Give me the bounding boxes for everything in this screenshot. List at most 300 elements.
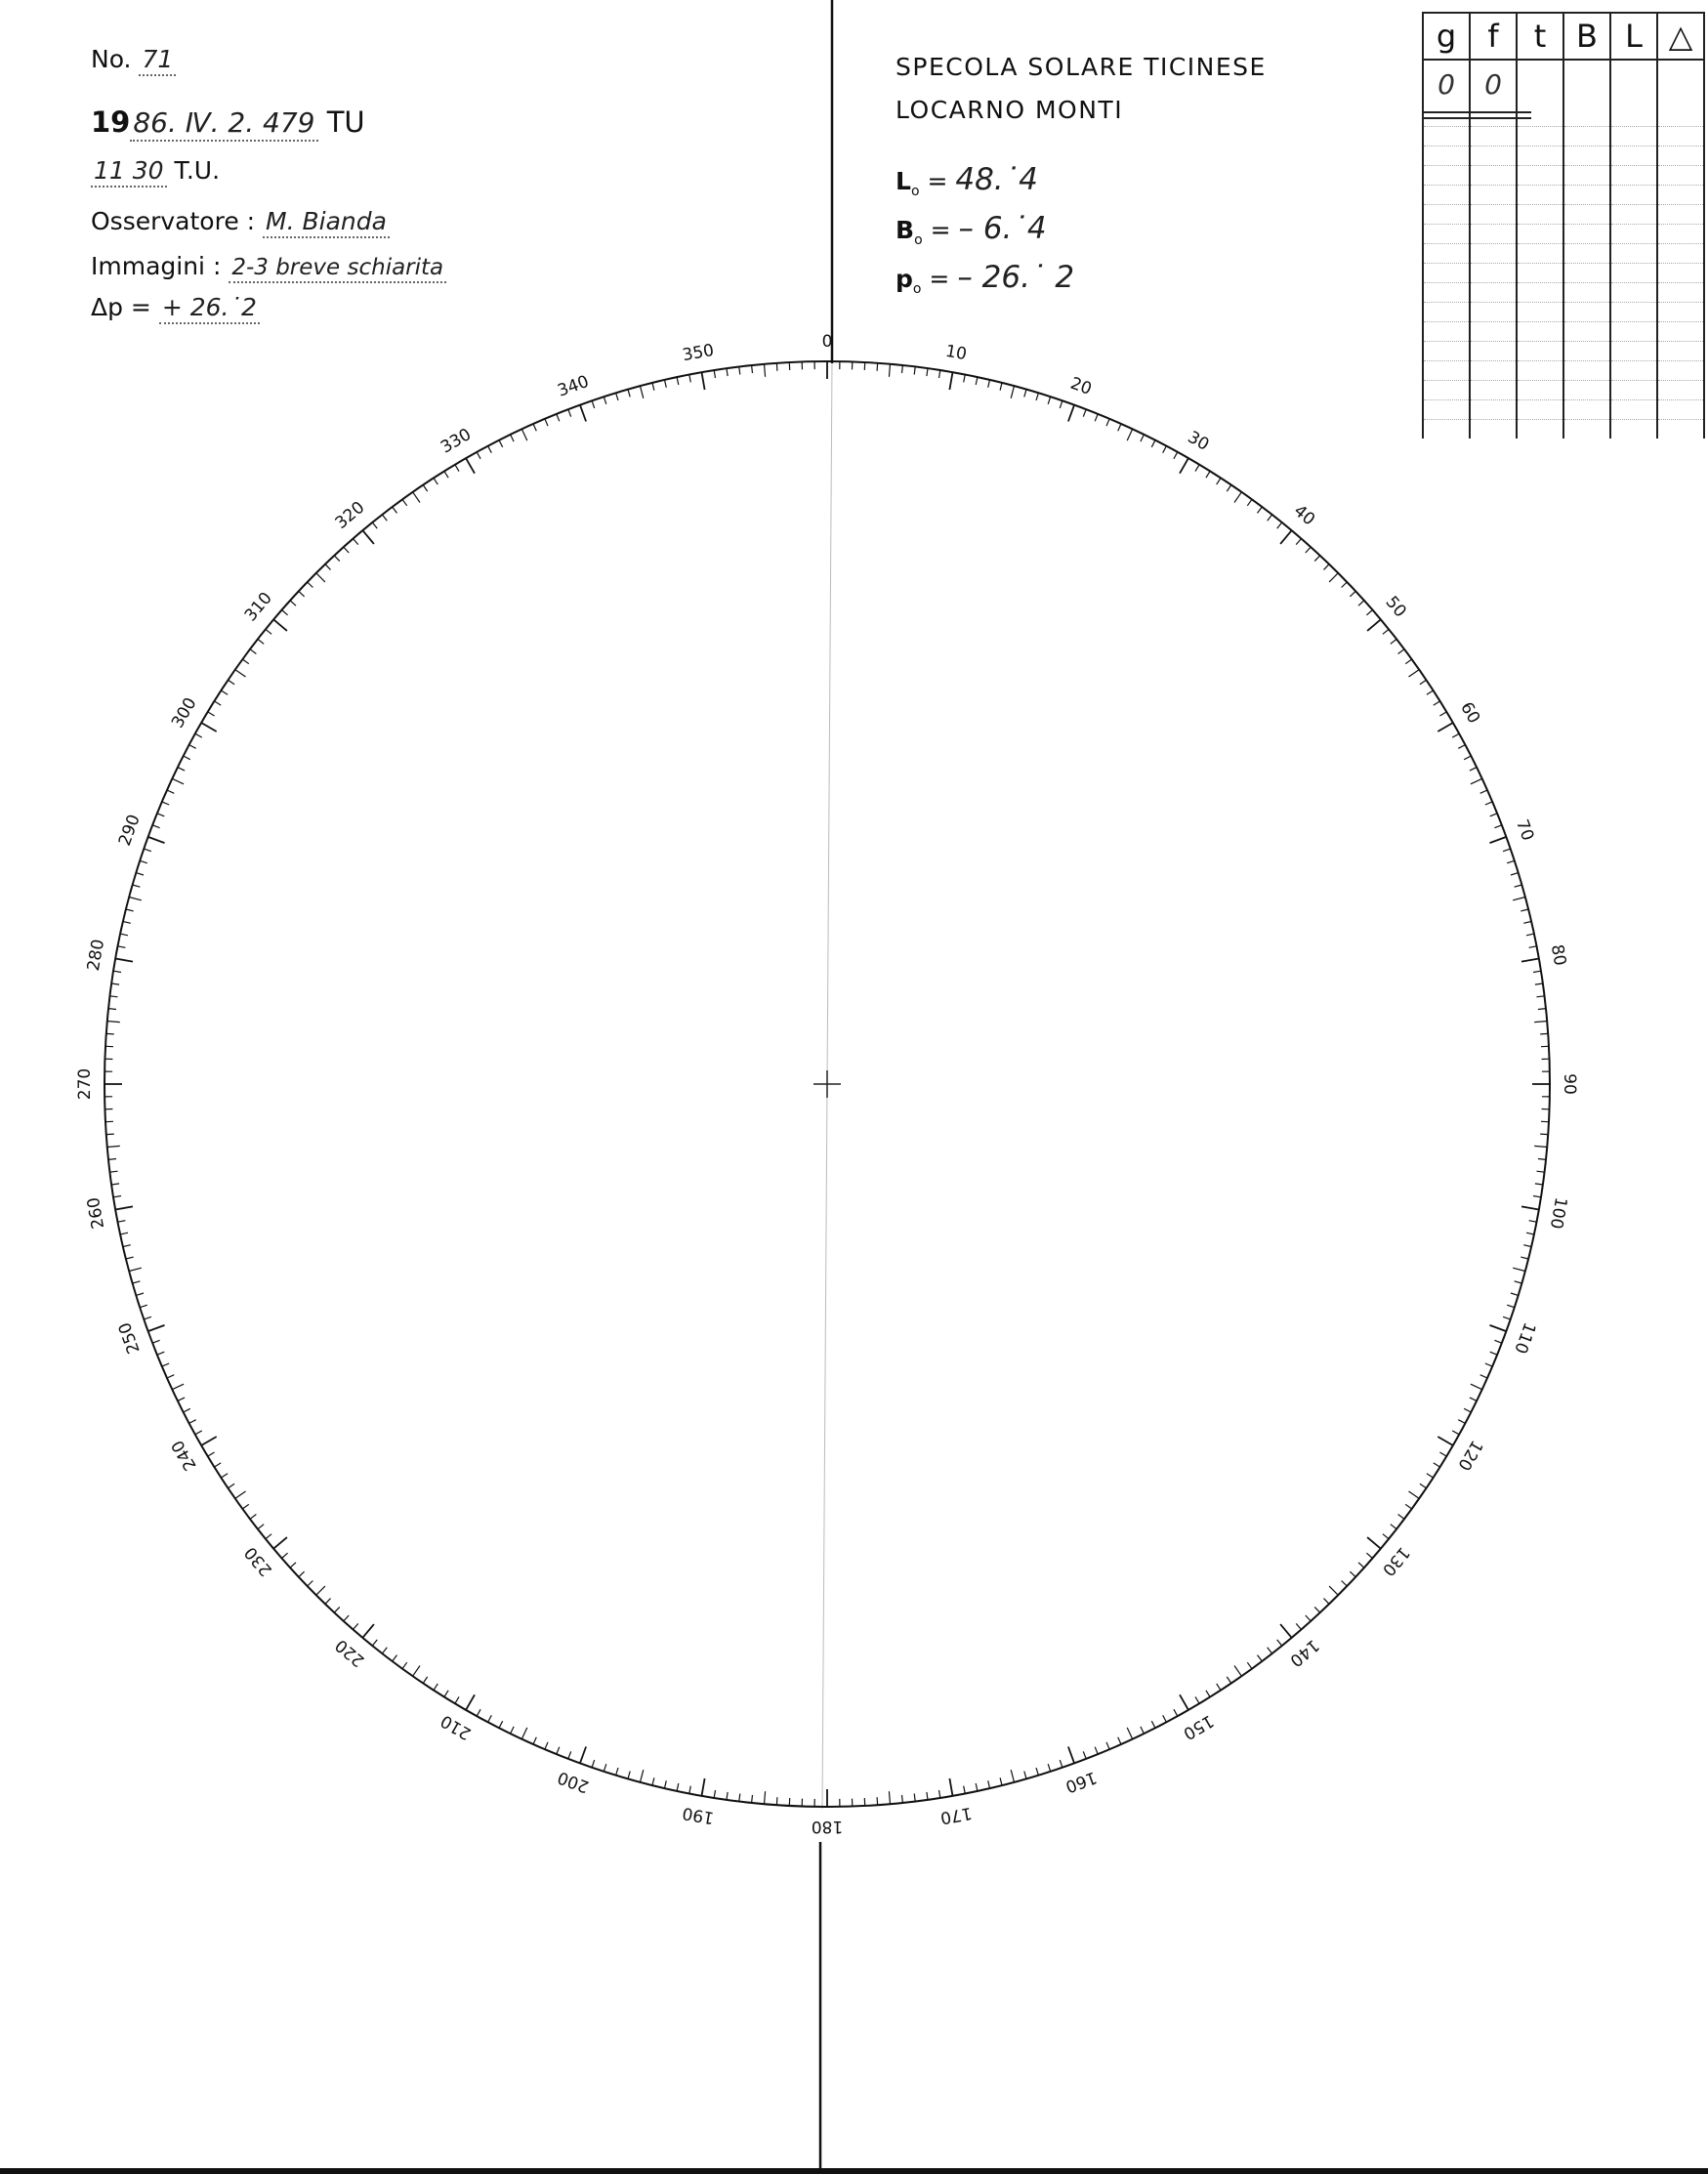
table-header-cell: △ [1657,13,1704,60]
table-cell [1517,420,1563,439]
degree-tick [290,601,296,606]
table-row [1423,146,1704,166]
l0-label: L [896,167,911,195]
degree-tick [1314,556,1320,562]
table-cell [1657,186,1704,205]
degree-tick [1535,1184,1543,1185]
degree-tick [1342,582,1348,588]
table-row [1423,225,1704,244]
degree-tick [1490,814,1497,816]
degree-tick [115,959,133,962]
degree-tick [308,582,313,588]
degree-tick [580,1747,586,1764]
degree-tick [316,1586,325,1595]
degree-tick [413,492,420,503]
degree-tick [1398,649,1404,654]
degree-tick [126,909,134,911]
degree-tick [1095,414,1098,421]
degree-label: 200 [555,1767,592,1797]
degree-tick [1511,873,1519,875]
table-cell [1470,264,1517,283]
degree-tick [889,1791,890,1804]
degree-tick [273,619,287,631]
degree-tick [677,377,679,385]
table-cell [1470,322,1517,342]
degree-tick [689,375,691,383]
degree-tick [1217,1684,1221,1691]
table-cell [1657,283,1704,303]
degree-tick [214,701,221,705]
degree-tick [1163,446,1167,453]
degree-tick [1529,1221,1537,1223]
table-row [1423,127,1704,146]
table-cell [1610,186,1657,205]
degree-tick [266,629,271,634]
degree-tick [136,873,144,875]
degree-tick [172,778,184,784]
degree-tick [1324,564,1330,570]
degree-tick [113,1196,121,1197]
degree-tick [1513,1268,1525,1271]
table-cell [1563,303,1610,322]
degree-tick [111,1184,119,1185]
degree-tick [108,1009,116,1010]
table-cell [1423,166,1470,186]
institution-line-2: LOCARNO MONTI [896,96,1124,124]
table-cell [1517,127,1563,146]
table-cell [1610,400,1657,420]
degree-tick [1206,1691,1210,1697]
degree-tick [1366,1553,1372,1558]
degree-tick [372,1640,377,1646]
degree-tick [123,922,131,924]
degree-tick [466,1694,475,1710]
l0-subscript: o [910,184,920,199]
table-cell [1610,342,1657,361]
table-cell [1657,400,1704,420]
degree-tick [282,1553,288,1558]
degree-tick [927,1792,928,1800]
degree-tick [949,1778,952,1796]
table-cell [1657,107,1704,127]
degree-label: 350 [681,340,716,366]
degree-tick [126,1257,134,1259]
spot-table [1422,12,1705,439]
p0-row: $p_o$ = – 26.˙ 2 [896,260,1075,297]
table-cell [1517,244,1563,264]
table-row [1423,205,1704,225]
degree-tick [521,1728,527,1739]
degree-tick [1296,1623,1301,1629]
degree-tick [1503,1317,1511,1319]
degree-tick [167,790,174,793]
degree-tick [299,591,305,597]
degree-tick [372,523,377,528]
degree-tick [988,1780,990,1788]
degree-tick [434,1684,437,1691]
degree-tick [1494,1340,1501,1343]
degree-tick [1268,1648,1272,1653]
degree-tick [118,946,126,948]
degree-label: 110 [1510,1319,1540,1357]
degree-tick [444,471,448,478]
degree-label: 100 [1545,1195,1571,1231]
degree-tick [604,397,606,404]
p0-value: – 26.˙ 2 [957,260,1075,295]
degree-tick [1247,1662,1252,1669]
degree-label: 230 [240,1542,276,1580]
table-cell: 0 [1423,60,1470,107]
degree-tick [533,1737,536,1744]
table-cell [1657,225,1704,244]
degree-tick [727,1792,728,1800]
table-cell [1517,322,1563,342]
table-row [1423,60,1704,107]
degree-tick [765,364,766,377]
degree-label: 190 [681,1802,716,1828]
table-cell [1657,146,1704,166]
degree-tick [1503,849,1511,852]
table-row [1423,381,1704,400]
p0-label: p [896,265,913,293]
degree-label: 240 [168,1436,201,1475]
degree-tick [1470,1398,1477,1401]
table-cell [1517,283,1563,303]
degree-tick [1296,539,1301,545]
degree-tick [739,367,740,375]
degree-tick [1195,465,1199,472]
date-suffix: TU [326,105,365,139]
table-cell [1517,361,1563,381]
degree-tick [1409,670,1420,677]
table-cell [1610,146,1657,166]
table-cell [1657,322,1704,342]
degree-label: 170 [938,1802,974,1828]
degree-tick [976,377,978,385]
degree-tick [1329,573,1338,582]
table-cell [1423,381,1470,400]
table-cell [1610,381,1657,400]
table-header-cell: L [1610,13,1657,60]
degree-label: 70 [1512,816,1538,844]
table-cell [1563,264,1610,283]
degree-tick [1485,1363,1492,1366]
degree-tick [201,723,217,732]
degree-tick [1227,1677,1231,1684]
degree-tick [557,1747,560,1754]
degree-tick [334,1607,340,1612]
degree-tick [1095,1747,1098,1754]
degree-tick [423,485,428,492]
degree-tick [1537,996,1545,997]
degree-tick [195,733,202,737]
degree-tick [1151,440,1155,447]
degree-tick [1306,1615,1311,1621]
table-cell [1517,264,1563,283]
degree-tick [1277,1640,1282,1646]
degree-tick [455,465,459,472]
degree-tick [178,1398,185,1401]
degree-tick [1048,397,1051,404]
degree-label: 30 [1184,427,1213,455]
table-cell [1610,283,1657,303]
degree-tick [1280,530,1292,544]
table-row [1423,420,1704,439]
l0-value: 48.˙4 [955,162,1038,197]
table-cell [1517,166,1563,186]
table-cell [1657,361,1704,381]
table-cell [1470,166,1517,186]
degree-tick [1234,1666,1241,1677]
degree-tick [242,659,249,664]
table-cell [1517,225,1563,244]
table-row [1423,244,1704,264]
degree-tick [1367,1537,1381,1549]
time-suffix: T.U. [174,156,221,185]
degree-label: 290 [114,812,145,849]
degree-tick [641,1770,644,1782]
table-cell [1563,205,1610,225]
degree-tick [1127,1728,1133,1739]
table-row [1423,186,1704,205]
degree-tick [221,690,228,694]
degree-tick [144,1317,151,1319]
degree-tick [1534,1146,1547,1147]
table-cell [1423,186,1470,205]
degree-tick [1464,756,1471,760]
degree-tick [533,424,536,431]
degree-tick [652,1777,654,1785]
degree-tick [1227,485,1231,492]
degree-tick [1420,1484,1427,1488]
date-handwritten: 86. Ⅳ. 2. 479 [130,106,317,142]
table-cell [1563,127,1610,146]
degree-tick [1452,1431,1459,1435]
degree-tick [1434,1463,1440,1467]
degree-tick [413,1666,420,1677]
table-cell [1423,342,1470,361]
degree-tick [136,1293,144,1295]
degree-tick [949,372,952,390]
degree-tick [939,370,940,378]
degree-tick [334,556,340,562]
table-cell [1517,303,1563,322]
degree-tick [133,1281,141,1283]
table-cell [1610,60,1657,107]
degree-tick [1427,1474,1434,1478]
degree-tick [107,1146,120,1147]
degree-tick [1420,680,1427,685]
degree-tick [1350,591,1355,597]
degree-tick [1060,400,1062,408]
degree-label: 160 [1062,1767,1100,1797]
degree-tick [184,756,190,760]
degree-tick [1452,733,1459,737]
degree-tick [1391,1525,1396,1529]
double-rule [1422,117,1531,119]
degree-tick [499,440,503,447]
table-cell [1563,244,1610,264]
degree-label: 210 [437,1710,476,1743]
degree-tick [521,429,527,440]
degree-label: 10 [943,341,969,365]
degree-tick [1011,386,1014,398]
degree-tick [115,1206,133,1209]
degree-tick [1534,1022,1547,1023]
degree-label: 60 [1456,698,1484,728]
degree-tick [299,1571,305,1577]
table-cell: 0 [1470,60,1517,107]
degree-tick [455,1696,459,1703]
table-cell [1563,381,1610,400]
degree-tick [592,1760,595,1768]
degree-label: 50 [1381,592,1410,622]
degree-tick [557,414,560,421]
degree-tick [1350,1571,1355,1577]
degree-tick [1535,983,1543,984]
degree-tick [1398,1515,1404,1520]
table-cell [1423,361,1470,381]
time-value: 11 30 [91,156,167,188]
degree-tick [1174,452,1178,459]
table-cell [1423,127,1470,146]
table-cell [1610,322,1657,342]
delta-p-value: + 26.˙2 [159,293,260,324]
degree-tick [1280,1624,1292,1638]
degree-tick [964,1786,966,1794]
degree-tick [1434,701,1440,705]
degree-tick [1324,1599,1330,1605]
degree-tick [1458,1420,1465,1424]
table-cell [1657,264,1704,283]
degree-tick [172,1384,184,1390]
degree-tick [727,368,728,376]
table-cell [1563,146,1610,166]
table-cell [1423,146,1470,166]
table-cell [1610,127,1657,146]
degree-tick [157,814,164,816]
degree-tick [1480,1375,1487,1378]
degree-tick [1405,659,1412,664]
degree-tick [325,1599,331,1605]
degree-tick [1277,523,1282,528]
degree-tick [689,1786,691,1794]
degree-tick [1118,1737,1121,1744]
degree-tick [120,934,128,936]
degree-tick [221,1474,228,1478]
degree-tick [511,435,515,441]
degree-tick [1206,471,1210,478]
degree-label: 220 [331,1635,369,1671]
degree-label: 150 [1179,1710,1218,1743]
degree-tick [1306,547,1311,553]
table-cell [1657,166,1704,186]
degree-tick [1180,1694,1188,1710]
b0-subscript: o [914,232,923,248]
degree-tick [1507,1305,1515,1308]
degree-tick [140,1305,147,1308]
degree-tick [1036,1768,1038,1776]
table-cell [1657,244,1704,264]
degree-tick [1409,1491,1420,1498]
table-cell [1517,146,1563,166]
degree-tick [1118,424,1121,431]
degree-tick [477,1709,480,1716]
table-cell [1657,381,1704,400]
degree-tick [1526,1233,1534,1234]
degree-tick [628,390,630,397]
degree-tick [1490,1325,1507,1331]
degree-tick [752,365,753,373]
degree-tick [144,849,151,852]
degree-tick [1195,1696,1199,1703]
degree-label: 330 [437,425,476,458]
observer-label: Osservatore : [91,207,256,235]
degree-tick [1533,1196,1541,1197]
degree-tick [889,364,890,377]
table-cell [1423,244,1470,264]
l0-row: $L_o$ = 48.˙4 [896,162,1038,199]
degree-tick [195,1431,202,1435]
degree-label: 280 [83,938,109,973]
degree-tick [382,515,387,521]
degree-tick [939,1790,940,1798]
degree-tick [178,768,185,772]
degree-tick [110,996,118,997]
table-cell [1423,205,1470,225]
degree-tick [1540,1033,1548,1034]
degree-tick [1439,1452,1446,1456]
degree-tick [162,802,169,805]
table-row [1423,264,1704,283]
table-cell [1657,127,1704,146]
table-cell [1563,225,1610,244]
degree-tick [1538,1159,1546,1160]
degree-tick [133,885,141,887]
degree-tick [1358,601,1364,606]
double-rule [1422,111,1531,113]
table-row [1423,400,1704,420]
degree-tick [765,1791,766,1804]
degree-tick [382,1648,387,1653]
degree-tick [354,539,358,545]
degree-tick [214,1463,221,1467]
table-cell [1470,146,1517,166]
degree-tick [273,1537,287,1549]
table-cell [1563,322,1610,342]
degree-tick [1485,802,1492,805]
degree-tick [282,610,288,615]
degree-tick [1163,1715,1167,1722]
degree-tick [1405,1504,1412,1509]
degree-tick [152,1340,159,1343]
table-cell [1657,420,1704,439]
table-cell [1610,361,1657,381]
table-cell [1563,420,1610,439]
degree-tick [1060,1760,1062,1768]
degree-tick [927,368,928,376]
degree-tick [1437,1437,1453,1445]
spot-table-header [1423,13,1704,60]
degree-tick [1521,1257,1528,1259]
table-row [1423,303,1704,322]
degree-tick [914,1794,915,1802]
degree-tick [714,370,715,378]
institution-line-1: SPECOLA SOLARE TICINESE [896,53,1267,81]
table-row [1423,283,1704,303]
degree-tick [1494,825,1501,828]
table-cell [1517,381,1563,400]
